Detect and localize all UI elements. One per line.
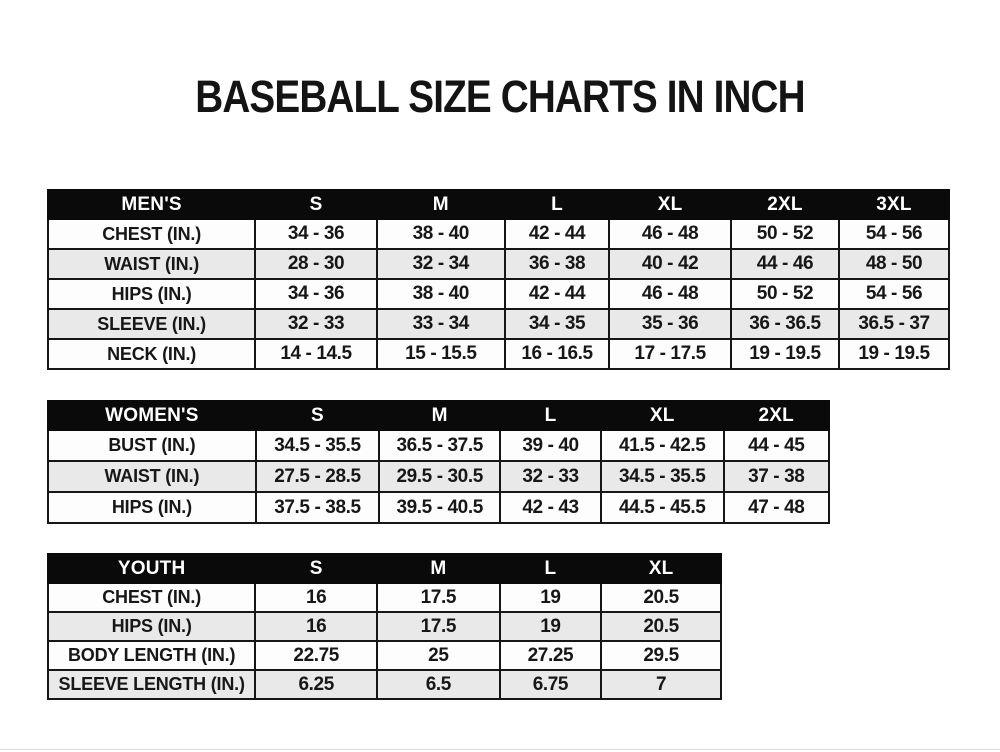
row-label-cell: HIPS (IN.) (48, 612, 255, 641)
size-value-cell: 42 - 44 (505, 279, 610, 309)
size-value-cell: 19 (500, 612, 602, 641)
size-value-cell: 14 - 14.5 (255, 339, 377, 369)
size-value-cell: 46 - 48 (609, 279, 731, 309)
column-header-cell: XL (601, 554, 721, 583)
size-value-cell: 29.5 (601, 641, 721, 670)
column-header-cell: 2XL (724, 401, 829, 430)
size-value-cell: 48 - 50 (839, 249, 949, 279)
size-value-cell: 39 - 40 (500, 430, 601, 461)
column-header-cell: M (379, 401, 500, 430)
column-header-cell: MEN'S (48, 190, 255, 219)
size-value-cell: 29.5 - 30.5 (379, 461, 500, 492)
size-value-cell: 34 - 35 (505, 309, 610, 339)
size-value-cell: 17.5 (377, 583, 499, 612)
size-value-cell: 44.5 - 45.5 (601, 492, 724, 523)
row-label-cell: HIPS (IN.) (48, 279, 255, 309)
photo-edge-artifact (0, 749, 1000, 750)
table-row (48, 309, 949, 339)
size-value-cell: 17 - 17.5 (609, 339, 731, 369)
table-row (48, 339, 949, 369)
row-label-cell: NECK (IN.) (48, 339, 255, 369)
table-row (48, 612, 721, 641)
size-value-cell: 35 - 36 (609, 309, 731, 339)
table-header-row (48, 401, 829, 430)
size-value-cell: 6.75 (500, 670, 602, 699)
size-value-cell: 34 - 36 (255, 219, 377, 249)
size-value-cell: 22.75 (255, 641, 377, 670)
row-label-cell: SLEEVE (IN.) (48, 309, 255, 339)
table-row (48, 219, 949, 249)
size-value-cell: 27.25 (500, 641, 602, 670)
column-header-cell: L (500, 554, 602, 583)
size-value-cell: 19 - 19.5 (839, 339, 949, 369)
size-value-cell: 38 - 40 (377, 219, 505, 249)
size-value-cell: 16 - 16.5 (505, 339, 610, 369)
mens-size-table (47, 189, 950, 370)
size-value-cell: 7 (601, 670, 721, 699)
size-value-cell: 42 - 43 (500, 492, 601, 523)
size-value-cell: 27.5 - 28.5 (256, 461, 379, 492)
column-header-cell: WOMEN'S (48, 401, 256, 430)
row-label-cell: CHEST (IN.) (48, 219, 255, 249)
size-value-cell: 38 - 40 (377, 279, 505, 309)
row-label-cell: CHEST (IN.) (48, 583, 255, 612)
column-header-cell: 2XL (731, 190, 839, 219)
size-value-cell: 33 - 34 (377, 309, 505, 339)
size-value-cell: 44 - 45 (724, 430, 829, 461)
womens-size-table (47, 400, 830, 524)
table-row (48, 492, 829, 523)
size-value-cell: 15 - 15.5 (377, 339, 505, 369)
table-row (48, 461, 829, 492)
table-row (48, 279, 949, 309)
size-value-cell: 54 - 56 (839, 219, 949, 249)
column-header-cell: M (377, 554, 499, 583)
column-header-cell: L (505, 190, 610, 219)
column-header-cell: M (377, 190, 505, 219)
size-value-cell: 19 - 19.5 (731, 339, 839, 369)
column-header-cell: S (255, 190, 377, 219)
row-label-cell: BODY LENGTH (IN.) (48, 641, 255, 670)
size-value-cell: 16 (255, 583, 377, 612)
column-header-cell: S (255, 554, 377, 583)
column-header-cell: XL (609, 190, 731, 219)
size-value-cell: 47 - 48 (724, 492, 829, 523)
row-label-cell: HIPS (IN.) (48, 492, 256, 523)
size-value-cell: 20.5 (601, 583, 721, 612)
column-header-cell: 3XL (839, 190, 949, 219)
size-value-cell: 41.5 - 42.5 (601, 430, 724, 461)
table-row (48, 430, 829, 461)
size-value-cell: 42 - 44 (505, 219, 610, 249)
size-value-cell: 36 - 36.5 (731, 309, 839, 339)
size-value-cell: 25 (377, 641, 499, 670)
size-value-cell: 34.5 - 35.5 (601, 461, 724, 492)
size-value-cell: 44 - 46 (731, 249, 839, 279)
size-value-cell: 19 (500, 583, 602, 612)
column-header-cell: XL (601, 401, 724, 430)
size-value-cell: 34 - 36 (255, 279, 377, 309)
size-value-cell: 6.25 (255, 670, 377, 699)
table-header-row (48, 554, 721, 583)
size-value-cell: 32 - 34 (377, 249, 505, 279)
size-value-cell: 50 - 52 (731, 219, 839, 249)
table-row (48, 670, 721, 699)
table-header-row (48, 190, 949, 219)
size-value-cell: 37 - 38 (724, 461, 829, 492)
table-row (48, 249, 949, 279)
column-header-cell: YOUTH (48, 554, 255, 583)
column-header-cell: S (256, 401, 379, 430)
size-value-cell: 34.5 - 35.5 (256, 430, 379, 461)
size-value-cell: 54 - 56 (839, 279, 949, 309)
size-value-cell: 32 - 33 (255, 309, 377, 339)
size-value-cell: 20.5 (601, 612, 721, 641)
row-label-cell: BUST (IN.) (48, 430, 256, 461)
table-row (48, 641, 721, 670)
size-value-cell: 39.5 - 40.5 (379, 492, 500, 523)
page-title: BASEBALL SIZE CHARTS IN INCH (195, 71, 805, 122)
size-value-cell: 37.5 - 38.5 (256, 492, 379, 523)
youth-size-table (47, 553, 722, 700)
size-value-cell: 40 - 42 (609, 249, 731, 279)
row-label-cell: WAIST (IN.) (48, 249, 255, 279)
size-value-cell: 17.5 (377, 612, 499, 641)
row-label-cell: SLEEVE LENGTH (IN.) (48, 670, 255, 699)
size-value-cell: 6.5 (377, 670, 499, 699)
size-value-cell: 50 - 52 (731, 279, 839, 309)
size-value-cell: 36.5 - 37 (839, 309, 949, 339)
size-value-cell: 36 - 38 (505, 249, 610, 279)
size-value-cell: 16 (255, 612, 377, 641)
row-label-cell: WAIST (IN.) (48, 461, 256, 492)
column-header-cell: L (500, 401, 601, 430)
size-value-cell: 28 - 30 (255, 249, 377, 279)
size-value-cell: 46 - 48 (609, 219, 731, 249)
size-value-cell: 36.5 - 37.5 (379, 430, 500, 461)
table-row (48, 583, 721, 612)
size-value-cell: 32 - 33 (500, 461, 601, 492)
